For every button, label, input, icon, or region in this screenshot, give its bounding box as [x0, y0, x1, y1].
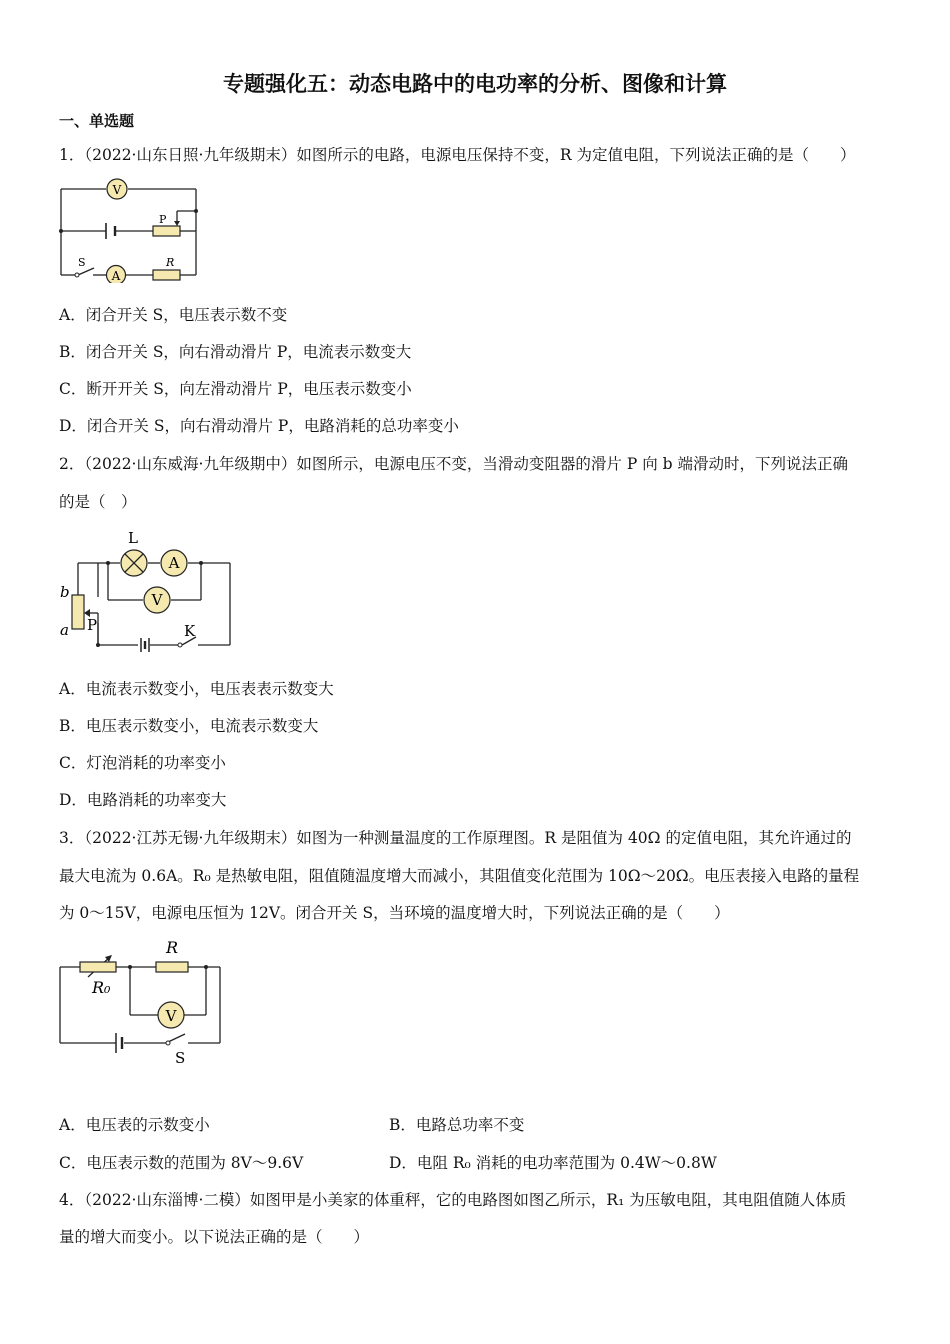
svg-text:R: R: [166, 938, 179, 957]
q3-switch: [166, 1041, 170, 1045]
q1-circuit-diagram: [58, 175, 203, 283]
svg-text:P: P: [87, 616, 98, 634]
page-title: 专题强化五：动态电路中的电功率的分析、图像和计算: [223, 72, 727, 96]
q1-stem: 1．（2022·山东日照·九年级期末）如图所示的电路，电源电压保持不变，R 为定值电阻，下列说法正确的是（ ）: [59, 146, 856, 164]
q1-slider-arrow: [174, 221, 180, 226]
q2-option-d: D．电路消耗的功率变大: [59, 791, 227, 809]
q2-switch: [178, 643, 182, 647]
svg-text:P: P: [159, 213, 167, 226]
q2-rheostat: [72, 595, 84, 629]
q3-option-a: A．电压表的示数变小: [59, 1116, 210, 1134]
q2-stem-line1: 2．（2022·山东威海·九年级期中）如图所示，电源电压不变，当滑动变阻器的滑片 P 向 b 端滑动时，下列说法正确: [59, 455, 848, 473]
svg-text:S: S: [175, 1049, 186, 1067]
svg-text:R: R: [166, 256, 175, 269]
q2-option-b: B．电压表示数变小，电流表示数变大: [59, 717, 319, 735]
q3-resistor: [156, 962, 188, 972]
q2-stem-line2: 的是（ ）: [59, 493, 137, 511]
svg-text:A: A: [168, 554, 180, 572]
svg-text:L: L: [128, 529, 138, 547]
q1-option-a: A．闭合开关 S，电压表示数不变: [59, 306, 288, 324]
q3-stem-line2: 最大电流为 0.6A。R₀ 是热敏电阻，阻值随温度增大而减小，其阻值变化范围为 10Ω～20Ω。电压表接入电路的量程: [59, 867, 860, 885]
q1-option-c: C．断开开关 S，向左滑动滑片 P，电压表示数变小: [59, 380, 412, 398]
q3-stem-line3: 为 0～15V，电源电压恒为 12V。闭合开关 S，当环境的温度增大时，下列说法正确的是（ ）: [59, 904, 730, 922]
q4-stem-line2: 量的增大而变小。以下说法正确的是（ ）: [59, 1228, 370, 1246]
svg-text:S: S: [78, 256, 86, 269]
svg-text:A: A: [111, 269, 121, 283]
svg-text:V: V: [112, 183, 122, 197]
q2-option-a: A．电流表示数变小，电压表表示数变大: [59, 680, 334, 698]
svg-text:b: b: [60, 583, 70, 601]
svg-text:K: K: [184, 622, 196, 640]
q4-stem-line1: 4．（2022·山东淄博·二模）如图甲是小美家的体重秤，它的电路图如图乙所示，R₁ 为压敏电阻，其电阻值随人体质: [59, 1191, 847, 1209]
svg-text:R₀: R₀: [92, 978, 111, 997]
q1-option-d: D．闭合开关 S，向右滑动滑片 P，电路消耗的总功率变小: [59, 417, 459, 435]
q1-switch: [75, 273, 79, 277]
q3-circuit-diagram: [58, 935, 228, 1067]
svg-text:V: V: [151, 591, 163, 609]
q3-option-b: B．电路总功率不变: [389, 1116, 525, 1134]
q2-option-c: C．灯泡消耗的功率变小: [59, 754, 226, 772]
q3-stem-line1: 3．（2022·江苏无锡·九年级期末）如图为一种测量温度的工作原理图。R 是阻值为 40Ω 的定值电阻，其允许通过的: [59, 829, 852, 847]
svg-text:a: a: [60, 621, 69, 639]
q2-circuit-diagram: [58, 525, 238, 655]
q1-resistor: [153, 270, 180, 280]
q1-option-b: B．闭合开关 S，向右滑动滑片 P，电流表示数变大: [59, 343, 412, 361]
section-heading: 一、单选题: [59, 112, 135, 130]
q3-thermistor: [80, 962, 116, 972]
q3-option-c: C．电压表示数的范围为 8V～9.6V: [59, 1154, 304, 1172]
q1-rheostat: [153, 226, 180, 236]
q3-option-d: D．电阻 R₀ 消耗的电功率范围为 0.4W～0.8W: [389, 1154, 717, 1172]
svg-text:V: V: [165, 1007, 177, 1025]
